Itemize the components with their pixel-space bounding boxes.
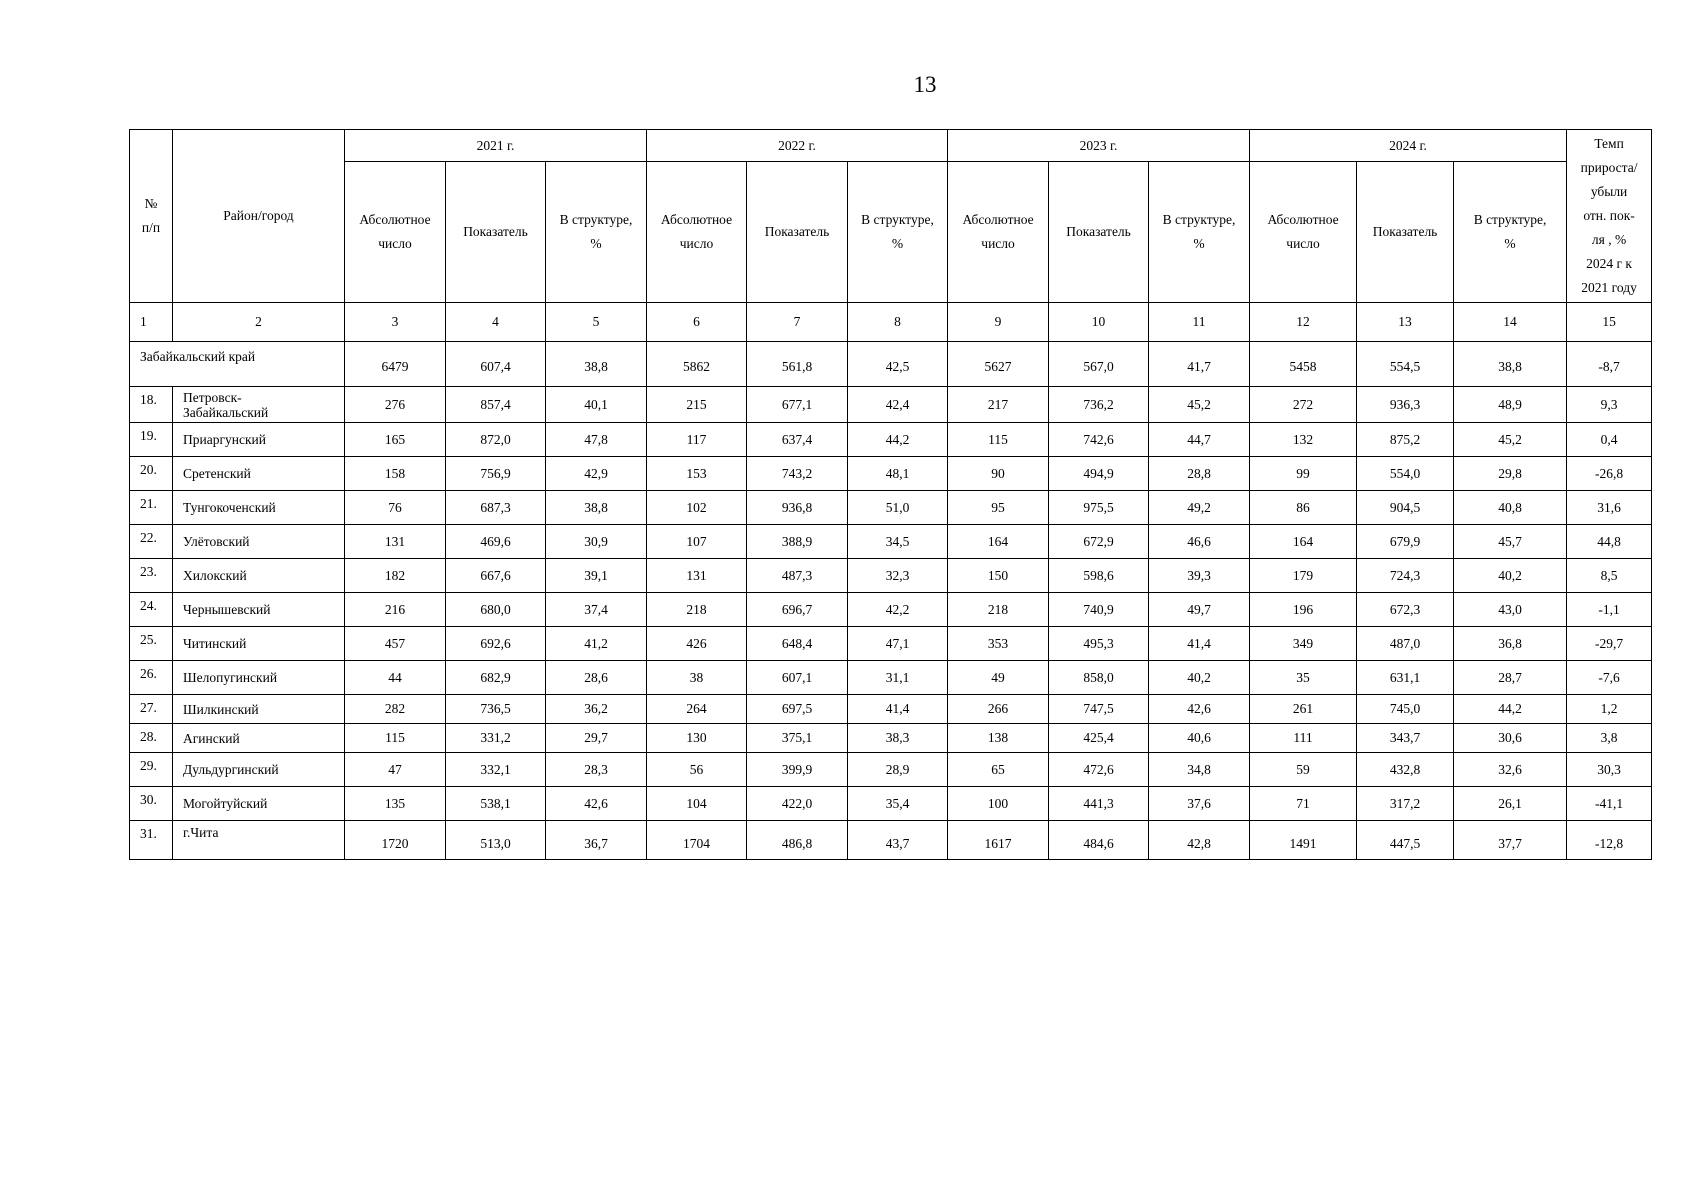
row-value: 936,8 bbox=[747, 491, 848, 525]
row-value: 42,6 bbox=[546, 787, 647, 821]
row-value: 42,9 bbox=[546, 457, 647, 491]
row-value: 680,0 bbox=[446, 593, 546, 627]
district-name-line: Улётовский bbox=[183, 534, 250, 549]
row-number: 31. bbox=[130, 821, 173, 860]
row-district-name bbox=[173, 627, 345, 661]
total-row-value: 567,0 bbox=[1049, 342, 1149, 387]
row-number: 20. bbox=[130, 457, 173, 491]
header-sub-indicator: Показатель bbox=[1357, 162, 1454, 303]
row-district-name bbox=[173, 821, 345, 860]
row-value: 736,5 bbox=[446, 695, 546, 724]
total-row-value: 38,8 bbox=[1454, 342, 1567, 387]
row-value: 472,6 bbox=[1049, 753, 1149, 787]
row-value: 30,9 bbox=[546, 525, 647, 559]
column-number-cell: 2 bbox=[173, 303, 345, 342]
row-value: 131 bbox=[345, 525, 446, 559]
header-sub-indicator: Показатель bbox=[747, 162, 848, 303]
row-value: 264 bbox=[647, 695, 747, 724]
row-value: 388,9 bbox=[747, 525, 848, 559]
row-value: 179 bbox=[1250, 559, 1357, 593]
row-value: 44,8 bbox=[1567, 525, 1652, 559]
table-row bbox=[130, 559, 1652, 593]
row-value: 343,7 bbox=[1357, 724, 1454, 753]
row-value: 457 bbox=[345, 627, 446, 661]
row-district-name bbox=[173, 787, 345, 821]
row-value: -29,7 bbox=[1567, 627, 1652, 661]
row-value: 34,8 bbox=[1149, 753, 1250, 787]
row-number: 30. bbox=[130, 787, 173, 821]
row-value: 1704 bbox=[647, 821, 747, 860]
row-value: 107 bbox=[647, 525, 747, 559]
table-row bbox=[130, 787, 1652, 821]
row-district-name bbox=[173, 457, 345, 491]
row-value: 164 bbox=[948, 525, 1049, 559]
row-value: 679,9 bbox=[1357, 525, 1454, 559]
column-number-cell: 9 bbox=[948, 303, 1049, 342]
row-value: 117 bbox=[647, 423, 747, 457]
row-value: 99 bbox=[1250, 457, 1357, 491]
row-value: 441,3 bbox=[1049, 787, 1149, 821]
row-value: -41,1 bbox=[1567, 787, 1652, 821]
column-number-cell: 5 bbox=[546, 303, 647, 342]
row-value: 47,1 bbox=[848, 627, 948, 661]
row-value: 48,9 bbox=[1454, 387, 1567, 423]
row-number: 21. bbox=[130, 491, 173, 525]
row-value: 49,2 bbox=[1149, 491, 1250, 525]
row-value: 40,6 bbox=[1149, 724, 1250, 753]
row-value: 130 bbox=[647, 724, 747, 753]
row-value: 46,6 bbox=[1149, 525, 1250, 559]
table-row bbox=[130, 753, 1652, 787]
row-value: 37,7 bbox=[1454, 821, 1567, 860]
row-value: 743,2 bbox=[747, 457, 848, 491]
header-tempo-col: Темп прироста/ убыли отн. пок- ля , % 2024 г к 2021 году bbox=[1567, 130, 1652, 303]
row-value: 857,4 bbox=[446, 387, 546, 423]
column-number-cell: 11 bbox=[1149, 303, 1250, 342]
row-value: 65 bbox=[948, 753, 1049, 787]
row-value: 28,3 bbox=[546, 753, 647, 787]
district-name-line: Сретенский bbox=[183, 466, 251, 481]
row-value: 39,3 bbox=[1149, 559, 1250, 593]
row-value: 28,8 bbox=[1149, 457, 1250, 491]
header-sub-indicator: Показатель bbox=[446, 162, 546, 303]
row-value: 44,7 bbox=[1149, 423, 1250, 457]
row-number: 26. bbox=[130, 661, 173, 695]
district-name-line: Петровск- bbox=[183, 389, 242, 405]
row-value: 331,2 bbox=[446, 724, 546, 753]
row-district-name bbox=[173, 661, 345, 695]
row-value: 904,5 bbox=[1357, 491, 1454, 525]
row-value: 115 bbox=[948, 423, 1049, 457]
table-row bbox=[130, 387, 1652, 423]
header-sub-struct: В структуре, % bbox=[546, 162, 647, 303]
total-row-value: 5862 bbox=[647, 342, 747, 387]
row-value: 494,9 bbox=[1049, 457, 1149, 491]
row-number: 24. bbox=[130, 593, 173, 627]
total-row-value: 561,8 bbox=[747, 342, 848, 387]
row-value: 41,2 bbox=[546, 627, 647, 661]
column-number-cell: 1 bbox=[130, 303, 173, 342]
row-value: 26,1 bbox=[1454, 787, 1567, 821]
row-value: 28,9 bbox=[848, 753, 948, 787]
header-sub-abs: Абсолютное число bbox=[647, 162, 747, 303]
row-value: 215 bbox=[647, 387, 747, 423]
row-value: 132 bbox=[1250, 423, 1357, 457]
row-value: 469,6 bbox=[446, 525, 546, 559]
header-num-col: № п/п bbox=[130, 130, 173, 303]
district-name-line: Чернышевский bbox=[183, 602, 271, 617]
table-row bbox=[130, 724, 1652, 753]
row-value: 44,2 bbox=[848, 423, 948, 457]
row-value: 687,3 bbox=[446, 491, 546, 525]
row-value: 35,4 bbox=[848, 787, 948, 821]
row-value: 164 bbox=[1250, 525, 1357, 559]
header-year-2024: 2024 г. bbox=[1250, 130, 1567, 162]
row-value: 47,8 bbox=[546, 423, 647, 457]
row-value: 47 bbox=[345, 753, 446, 787]
row-value: 30,6 bbox=[1454, 724, 1567, 753]
district-name-line: Шилкинский bbox=[183, 701, 259, 717]
row-value: 36,7 bbox=[546, 821, 647, 860]
row-value: 218 bbox=[948, 593, 1049, 627]
header-sub-struct: В структуре, % bbox=[848, 162, 948, 303]
row-value: 40,8 bbox=[1454, 491, 1567, 525]
row-value: 76 bbox=[345, 491, 446, 525]
header-row-subcols bbox=[130, 162, 1652, 303]
row-value: 29,7 bbox=[546, 724, 647, 753]
row-value: -1,1 bbox=[1567, 593, 1652, 627]
row-value: 1720 bbox=[345, 821, 446, 860]
total-row-name: Забайкальский край bbox=[130, 342, 345, 387]
row-value: 696,7 bbox=[747, 593, 848, 627]
column-number-cell: 8 bbox=[848, 303, 948, 342]
table-row bbox=[130, 695, 1652, 724]
row-value: 218 bbox=[647, 593, 747, 627]
row-value: 697,5 bbox=[747, 695, 848, 724]
district-name-line: Читинский bbox=[183, 636, 247, 651]
row-value: 34,5 bbox=[848, 525, 948, 559]
row-value: 41,4 bbox=[848, 695, 948, 724]
district-name-line: Приаргунский bbox=[183, 432, 266, 447]
row-value: 216 bbox=[345, 593, 446, 627]
row-district-name bbox=[173, 695, 345, 724]
row-value: 48,1 bbox=[848, 457, 948, 491]
row-value: 740,9 bbox=[1049, 593, 1149, 627]
row-value: 276 bbox=[345, 387, 446, 423]
row-district-name bbox=[173, 387, 345, 423]
row-district-name bbox=[173, 423, 345, 457]
row-value: 607,1 bbox=[747, 661, 848, 695]
row-district-name bbox=[173, 491, 345, 525]
row-value: 86 bbox=[1250, 491, 1357, 525]
table-row bbox=[130, 457, 1652, 491]
row-value: 49 bbox=[948, 661, 1049, 695]
column-number-row bbox=[130, 303, 1652, 342]
row-value: 135 bbox=[345, 787, 446, 821]
column-number-cell: 3 bbox=[345, 303, 446, 342]
row-value: 138 bbox=[948, 724, 1049, 753]
row-value: 745,0 bbox=[1357, 695, 1454, 724]
row-value: 42,6 bbox=[1149, 695, 1250, 724]
column-number-cell: 6 bbox=[647, 303, 747, 342]
row-district-name bbox=[173, 525, 345, 559]
row-district-name bbox=[173, 559, 345, 593]
row-district-name bbox=[173, 724, 345, 753]
row-value: -26,8 bbox=[1567, 457, 1652, 491]
header-sub-struct: В структуре, % bbox=[1149, 162, 1250, 303]
row-value: 38,8 bbox=[546, 491, 647, 525]
row-value: 399,9 bbox=[747, 753, 848, 787]
page-number: 13 bbox=[913, 72, 937, 97]
row-value: 37,4 bbox=[546, 593, 647, 627]
header-sub-indicator: Показатель bbox=[1049, 162, 1149, 303]
table-row bbox=[130, 627, 1652, 661]
table-row bbox=[130, 661, 1652, 695]
row-value: 42,4 bbox=[848, 387, 948, 423]
row-value: 631,1 bbox=[1357, 661, 1454, 695]
table-row bbox=[130, 525, 1652, 559]
row-number: 18. bbox=[130, 387, 173, 423]
total-row-value: 554,5 bbox=[1357, 342, 1454, 387]
row-value: 182 bbox=[345, 559, 446, 593]
row-value: 30,3 bbox=[1567, 753, 1652, 787]
row-value: 317,2 bbox=[1357, 787, 1454, 821]
row-value: 742,6 bbox=[1049, 423, 1149, 457]
row-value: 672,9 bbox=[1049, 525, 1149, 559]
row-number: 29. bbox=[130, 753, 173, 787]
header-row-years bbox=[130, 130, 1652, 162]
row-value: 40,2 bbox=[1149, 661, 1250, 695]
district-name-line: г.Чита bbox=[183, 825, 219, 840]
row-number: 23. bbox=[130, 559, 173, 593]
header-district-col: Район/город bbox=[173, 130, 345, 303]
column-number-cell: 15 bbox=[1567, 303, 1652, 342]
row-value: 45,2 bbox=[1149, 387, 1250, 423]
row-value: 41,4 bbox=[1149, 627, 1250, 661]
row-value: 32,3 bbox=[848, 559, 948, 593]
row-value: 43,7 bbox=[848, 821, 948, 860]
row-value: 495,3 bbox=[1049, 627, 1149, 661]
column-number-cell: 12 bbox=[1250, 303, 1357, 342]
row-district-name bbox=[173, 593, 345, 627]
row-number: 22. bbox=[130, 525, 173, 559]
total-row-value: 6479 bbox=[345, 342, 446, 387]
row-value: 349 bbox=[1250, 627, 1357, 661]
row-value: 425,4 bbox=[1049, 724, 1149, 753]
row-number: 28. bbox=[130, 724, 173, 753]
district-name-line: Тунгокоченский bbox=[183, 500, 276, 515]
row-value: 36,2 bbox=[546, 695, 647, 724]
row-value: 353 bbox=[948, 627, 1049, 661]
row-value: 40,1 bbox=[546, 387, 647, 423]
row-value: 150 bbox=[948, 559, 1049, 593]
row-value: 217 bbox=[948, 387, 1049, 423]
row-value: 332,1 bbox=[446, 753, 546, 787]
row-value: 45,7 bbox=[1454, 525, 1567, 559]
row-value: 747,5 bbox=[1049, 695, 1149, 724]
table-row bbox=[130, 821, 1652, 860]
row-value: 598,6 bbox=[1049, 559, 1149, 593]
row-value: 0,4 bbox=[1567, 423, 1652, 457]
row-value: 37,6 bbox=[1149, 787, 1250, 821]
row-value: 432,8 bbox=[1357, 753, 1454, 787]
row-value: 282 bbox=[345, 695, 446, 724]
row-value: 936,3 bbox=[1357, 387, 1454, 423]
row-value: 648,4 bbox=[747, 627, 848, 661]
row-value: 42,8 bbox=[1149, 821, 1250, 860]
row-value: 115 bbox=[345, 724, 446, 753]
row-value: 44,2 bbox=[1454, 695, 1567, 724]
row-value: 266 bbox=[948, 695, 1049, 724]
row-value: 131 bbox=[647, 559, 747, 593]
header-sub-abs: Абсолютное число bbox=[345, 162, 446, 303]
row-value: 39,1 bbox=[546, 559, 647, 593]
row-value: 692,6 bbox=[446, 627, 546, 661]
row-value: -12,8 bbox=[1567, 821, 1652, 860]
row-value: 975,5 bbox=[1049, 491, 1149, 525]
row-value: 45,2 bbox=[1454, 423, 1567, 457]
total-row bbox=[130, 342, 1652, 387]
row-value: 1491 bbox=[1250, 821, 1357, 860]
row-value: 375,1 bbox=[747, 724, 848, 753]
row-value: 28,6 bbox=[546, 661, 647, 695]
row-value: 38 bbox=[647, 661, 747, 695]
row-value: 35 bbox=[1250, 661, 1357, 695]
row-value: 875,2 bbox=[1357, 423, 1454, 457]
row-value: 8,5 bbox=[1567, 559, 1652, 593]
row-value: 677,1 bbox=[747, 387, 848, 423]
row-value: 487,0 bbox=[1357, 627, 1454, 661]
column-number-cell: 7 bbox=[747, 303, 848, 342]
header-year-2023: 2023 г. bbox=[948, 130, 1250, 162]
row-number: 27. bbox=[130, 695, 173, 724]
total-row-value: 607,4 bbox=[446, 342, 546, 387]
row-value: 36,8 bbox=[1454, 627, 1567, 661]
district-name-line: Агинский bbox=[183, 730, 240, 746]
column-number-cell: 14 bbox=[1454, 303, 1567, 342]
row-value: 90 bbox=[948, 457, 1049, 491]
row-value: 44 bbox=[345, 661, 446, 695]
district-name-line: Дульдургинский bbox=[183, 762, 279, 777]
district-name-line: Шелопугинский bbox=[183, 670, 278, 685]
row-value: 31,6 bbox=[1567, 491, 1652, 525]
row-value: 261 bbox=[1250, 695, 1357, 724]
row-value: 724,3 bbox=[1357, 559, 1454, 593]
column-number-cell: 10 bbox=[1049, 303, 1149, 342]
row-value: 484,6 bbox=[1049, 821, 1149, 860]
row-value: 28,7 bbox=[1454, 661, 1567, 695]
header-year-2021: 2021 г. bbox=[345, 130, 647, 162]
district-name-line: Хилокский bbox=[183, 568, 247, 583]
total-row-value: 5627 bbox=[948, 342, 1049, 387]
row-value: 43,0 bbox=[1454, 593, 1567, 627]
row-value: 95 bbox=[948, 491, 1049, 525]
row-value: 32,6 bbox=[1454, 753, 1567, 787]
row-value: 31,1 bbox=[848, 661, 948, 695]
row-number: 19. bbox=[130, 423, 173, 457]
row-value: 49,7 bbox=[1149, 593, 1250, 627]
row-value: 9,3 bbox=[1567, 387, 1652, 423]
row-value: 858,0 bbox=[1049, 661, 1149, 695]
row-value: 196 bbox=[1250, 593, 1357, 627]
table-row bbox=[130, 593, 1652, 627]
row-value: 1617 bbox=[948, 821, 1049, 860]
row-value: 102 bbox=[647, 491, 747, 525]
total-row-value: 5458 bbox=[1250, 342, 1357, 387]
header-year-2022: 2022 г. bbox=[647, 130, 948, 162]
row-value: 71 bbox=[1250, 787, 1357, 821]
row-value: 513,0 bbox=[446, 821, 546, 860]
row-value: 158 bbox=[345, 457, 446, 491]
row-district-name bbox=[173, 753, 345, 787]
row-value: 736,2 bbox=[1049, 387, 1149, 423]
row-number: 25. bbox=[130, 627, 173, 661]
row-value: 38,3 bbox=[848, 724, 948, 753]
row-value: 3,8 bbox=[1567, 724, 1652, 753]
column-number-cell: 13 bbox=[1357, 303, 1454, 342]
row-value: 447,5 bbox=[1357, 821, 1454, 860]
row-value: 29,8 bbox=[1454, 457, 1567, 491]
row-value: 56 bbox=[647, 753, 747, 787]
row-value: 111 bbox=[1250, 724, 1357, 753]
row-value: 42,2 bbox=[848, 593, 948, 627]
total-row-value: 38,8 bbox=[546, 342, 647, 387]
row-value: 426 bbox=[647, 627, 747, 661]
row-value: 104 bbox=[647, 787, 747, 821]
row-value: 100 bbox=[948, 787, 1049, 821]
row-value: 682,9 bbox=[446, 661, 546, 695]
row-value: 1,2 bbox=[1567, 695, 1652, 724]
header-sub-abs: Абсолютное число bbox=[948, 162, 1049, 303]
statistics-table bbox=[129, 129, 1652, 860]
row-value: -7,6 bbox=[1567, 661, 1652, 695]
row-value: 667,6 bbox=[446, 559, 546, 593]
row-value: 165 bbox=[345, 423, 446, 457]
total-row-value: -8,7 bbox=[1567, 342, 1652, 387]
row-value: 51,0 bbox=[848, 491, 948, 525]
district-name-line: Забайкальский bbox=[183, 404, 269, 420]
row-value: 422,0 bbox=[747, 787, 848, 821]
table-row bbox=[130, 423, 1652, 457]
row-value: 637,4 bbox=[747, 423, 848, 457]
row-value: 59 bbox=[1250, 753, 1357, 787]
row-value: 554,0 bbox=[1357, 457, 1454, 491]
row-value: 272 bbox=[1250, 387, 1357, 423]
row-value: 672,3 bbox=[1357, 593, 1454, 627]
total-row-value: 41,7 bbox=[1149, 342, 1250, 387]
header-sub-abs: Абсолютное число bbox=[1250, 162, 1357, 303]
row-value: 153 bbox=[647, 457, 747, 491]
row-value: 538,1 bbox=[446, 787, 546, 821]
table-row bbox=[130, 491, 1652, 525]
row-value: 487,3 bbox=[747, 559, 848, 593]
total-row-value: 42,5 bbox=[848, 342, 948, 387]
column-number-cell: 4 bbox=[446, 303, 546, 342]
header-sub-struct: В структуре, % bbox=[1454, 162, 1567, 303]
row-value: 872,0 bbox=[446, 423, 546, 457]
row-value: 756,9 bbox=[446, 457, 546, 491]
row-value: 40,2 bbox=[1454, 559, 1567, 593]
row-value: 486,8 bbox=[747, 821, 848, 860]
district-name-line: Могойтуйский bbox=[183, 796, 268, 811]
